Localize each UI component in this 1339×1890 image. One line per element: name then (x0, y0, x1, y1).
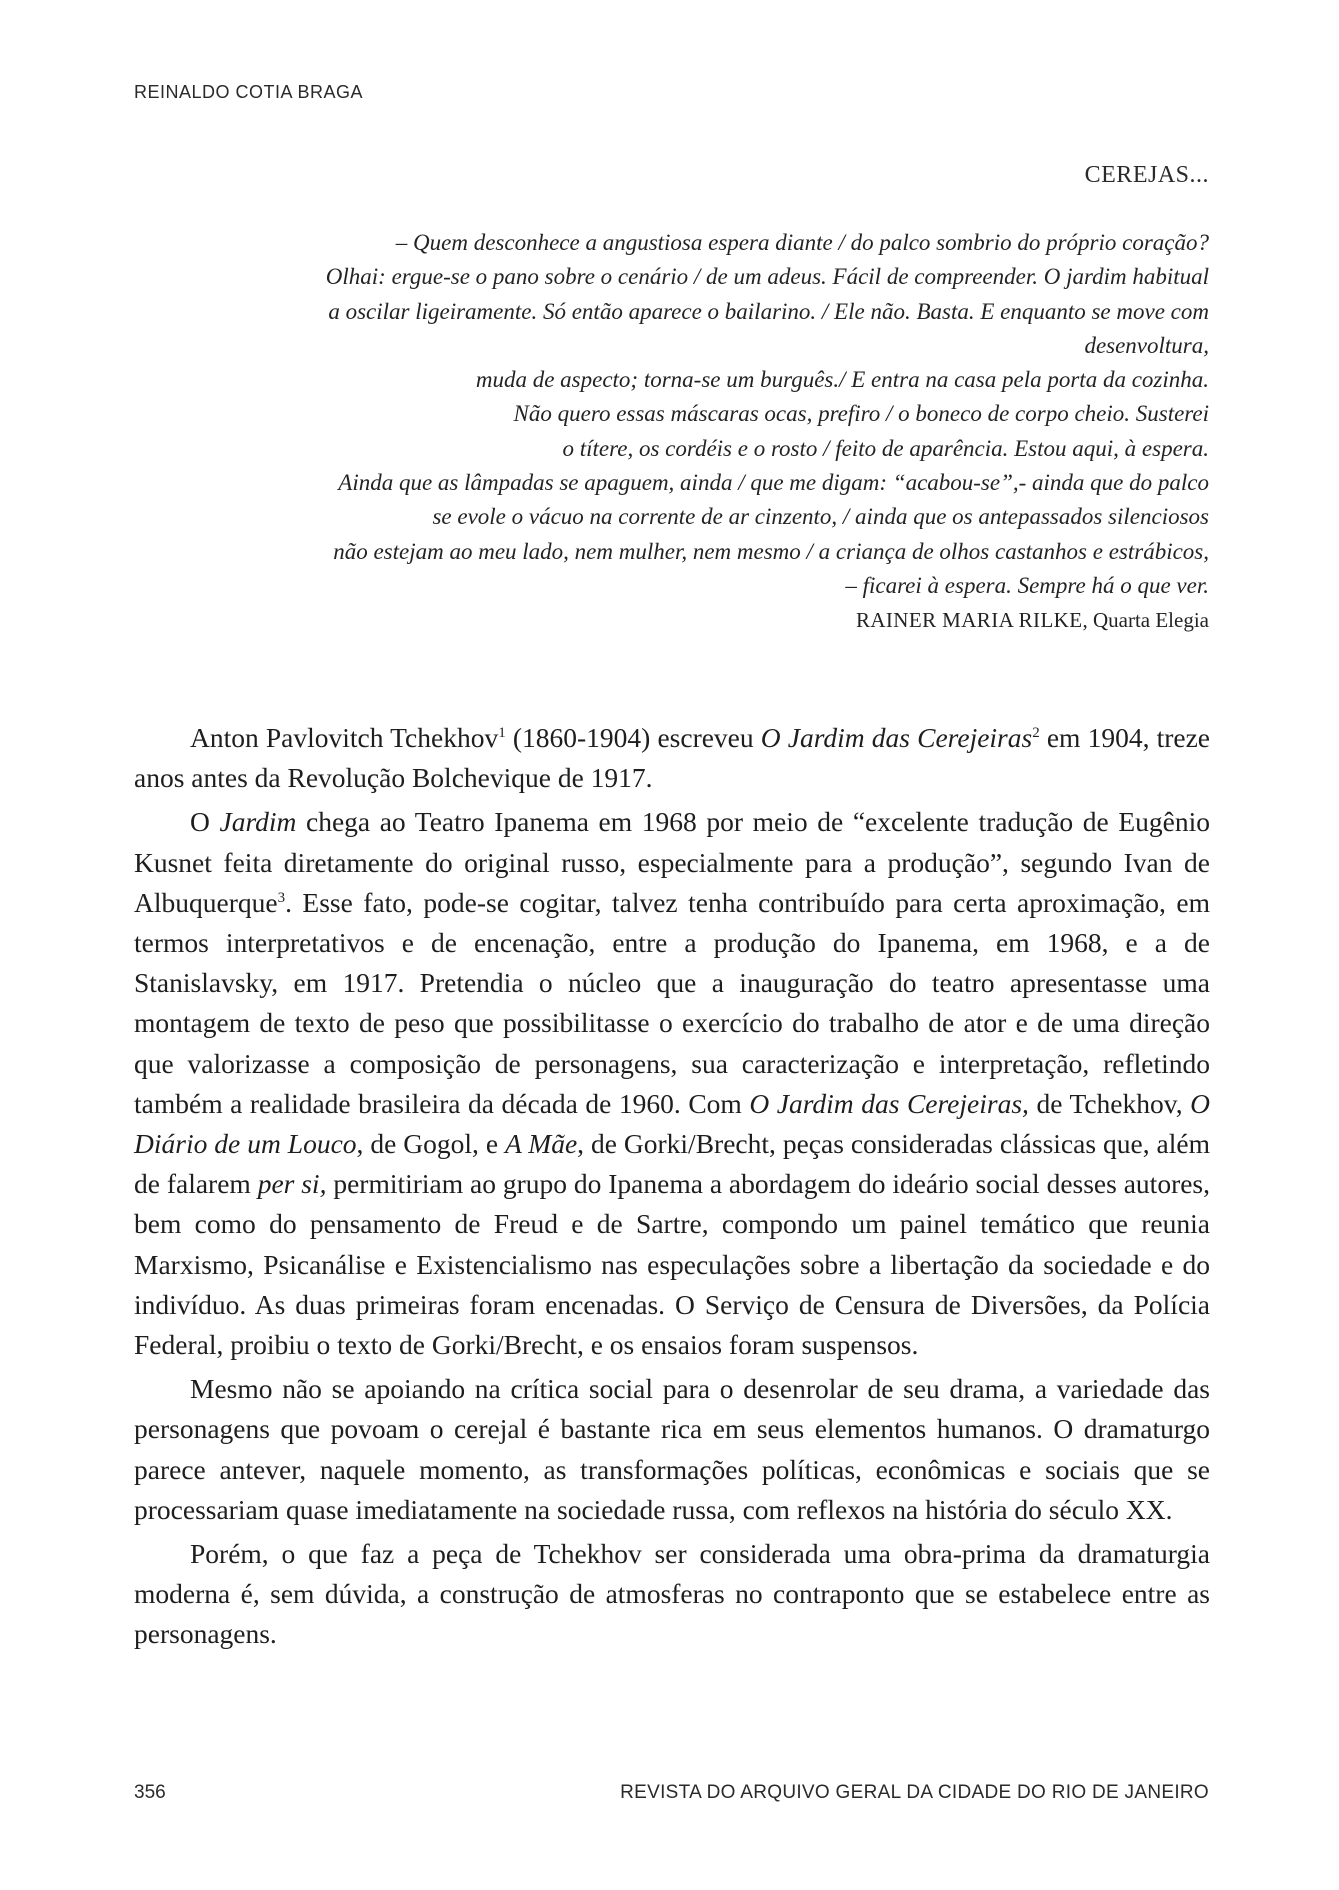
text-run: , de Gogol, e (356, 1128, 506, 1160)
text-run: de Tchekhov, (1028, 1087, 1191, 1119)
latin-phrase: per si, (257, 1168, 327, 1200)
paragraph-4: Porém, o que faz a peça de Tchekhov ser considerada uma obra-prima da dramaturgia moderna é, sem dúvida, a construção de atmosferas no contraponto que se estabelece entre as personagens. (134, 1538, 1210, 1650)
epigraph-author: RAINER MARIA RILKE (855, 608, 1083, 632)
paragraph-1 (134, 718, 1210, 798)
epigraph-line: se evole o vácuo na corrente de ar cinzento, / ainda que os antepassados silenciosos (432, 504, 1209, 530)
text-run: . Esse fato, pode-se cogitar, talvez tenha contribuído para certa aproximação, em termos interpretativos e de encenação, entre a produção do Ipanema, em 1968, e a de Stanislavsky, em 1917. Pretendia o núcleo que a inauguração do teatro apresentasse uma montagem de texto de peso que possibilitasse o exercício do trabalho de ator e de uma direção que valorizasse a composição de personagens, sua caracterização e interpretação, refletindo também a realidade brasileira da década de 1960. Com (134, 886, 1210, 1119)
footnote-ref-3: 3 (277, 889, 286, 906)
epigraph-line: Olhai: ergue-se o pano sobre o cenário / de um adeus. Fácil de compreender. O jardim habitual (325, 264, 1209, 290)
page-number: 356 (134, 1782, 166, 1803)
footnote-ref-2: 2 (1032, 724, 1040, 741)
article-body (134, 718, 1210, 1659)
epigraph-line: muda de aspecto; torna-se um burguês./ E entra na casa pela porta da cozinha. (475, 367, 1209, 393)
text-run: chega ao Teatro Ipanema em 1968 por meio de “excelente tradução de Eugênio Kusnet feita diretamente do original russo, especialmente para a produção”, segundo Ivan de Albuquerque (134, 806, 1210, 918)
text-run: , de Gorki/Brecht, peças consideradas clássicas que, além de falarem (134, 1128, 1210, 1200)
text-run: (1860-1904) escreveu (505, 722, 761, 753)
journal-title: REVISTA DO ARQUIVO GERAL DA CIDADE DO RIO DE JANEIRO (620, 1782, 1209, 1803)
epigraph-line: não estejam ao meu lado, nem mulher, nem mesmo / a criança de olhos castanhos e estrábicos, (333, 538, 1209, 564)
epigraph-line: a oscilar ligeiramente. Só então aparece o bailarino. / Ele não. Basta. E enquanto se move com (328, 298, 1209, 324)
work-title: A Mãe (505, 1128, 578, 1160)
text-run: Anton Pavlovitch Tchekhov (190, 722, 499, 753)
epigraph-line: Não quero essas máscaras ocas, prefiro / o boneco de corpo cheio. Susterei (513, 401, 1209, 427)
work-title: Jardim (219, 806, 297, 838)
epigraph-line: – Quem desconhece a angustiosa espera diante / do palco sombrio do próprio coração? (395, 230, 1209, 255)
epigraph-source: , Quarta Elegia (1082, 608, 1209, 632)
work-title: O Diário de um Louco (134, 1087, 1211, 1160)
footnote-ref-1: 1 (498, 724, 506, 741)
text-run: O (190, 806, 220, 838)
epigraph-line: Ainda que as lâmpadas se apaguem, ainda / que me digam: “acabou-se”,- ainda que do palco (338, 470, 1209, 496)
paragraph-2 (134, 802, 1210, 1365)
running-head: REINALDO COTIA BRAGA (134, 82, 364, 102)
text-run: permitiriam ao grupo do Ipanema a abordagem do ideário social desses autores, bem como do pensamento de Freud e de Sartre, compondo um painel temático que reunia Marxismo, Psicanálise e Existencialismo nas especulações sobre a libertação da sociedade e do indivíduo. As duas primeiras foram encenadas. O Serviço de Censura de Diversões, da Polícia Federal, proibiu o texto de Gorki/Brecht, e os ensaios foram suspensos. (134, 1168, 1211, 1361)
section-title: CEREJAS... (1084, 162, 1209, 188)
epigraph-line: o títere, os cordéis e o rosto / feito de aparência. Estou aqui, à espera. (562, 435, 1209, 461)
work-title: O Jardim das Cerejeiras (760, 722, 1033, 753)
work-title: O Jardim das Cerejeiras, (749, 1087, 1029, 1119)
paragraph-3: Mesmo não se apoiando na crítica social para o desenrolar de seu drama, a variedade das personagens que povoam o cerejal é bastante rica em seus elementos humanos. O dramaturgo parece antever, naquele momento, as transformações políticas, econômicas e sociais que se processariam quase imediatamente na sociedade russa, com reflexos na história do século XX. (134, 1373, 1210, 1525)
epigraph-attribution (856, 608, 1209, 633)
epigraph (149, 226, 1209, 603)
epigraph-line: – ficarei à espera. Sempre há o que ver. (845, 572, 1209, 598)
text-run: em 1904, treze anos antes da Revolução Bolchevique de 1917. (134, 722, 1211, 794)
epigraph-line: desenvoltura, (1084, 332, 1209, 358)
